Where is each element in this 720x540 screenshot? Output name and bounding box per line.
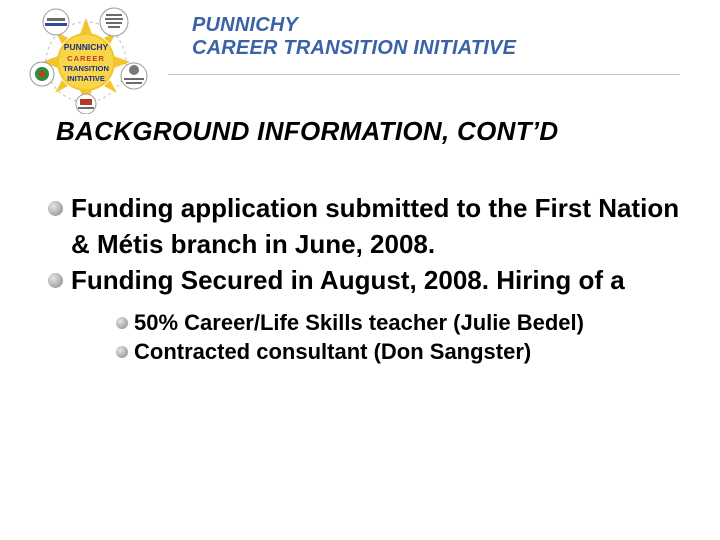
bullet-dot-icon	[48, 273, 63, 288]
sub-bullet-dot-icon	[116, 346, 128, 358]
bullet-dot-icon	[48, 201, 63, 216]
initiative-logo	[28, 4, 152, 114]
sub-bullet-item	[0, 337, 720, 366]
sub-bullet-item	[0, 308, 720, 337]
sub-bullet-dot-icon	[116, 317, 128, 329]
logo-line-3: TRANSITION	[63, 64, 109, 73]
bullet-item	[0, 190, 720, 262]
logo-line-1: PUNNICHY	[63, 42, 109, 52]
header-divider	[168, 74, 680, 75]
bullet-list	[0, 190, 720, 366]
logo-line-2: CAREER	[67, 54, 105, 63]
bullet-text: Funding Secured in August, 2008. Hiring of a	[71, 265, 625, 295]
bullet-item	[0, 262, 720, 298]
slide-title: BACKGROUND INFORMATION, CONT’D	[56, 116, 559, 146]
bullet-text: Funding application submitted to the First Nation & Métis branch in June, 2008.	[71, 193, 680, 259]
sub-bullet-text: 50% Career/Life Skills teacher (Julie Bedel)	[134, 310, 584, 335]
header-title	[192, 14, 516, 60]
logo-line-4: INITIATIVE	[67, 74, 105, 83]
header-title-line-2: CAREER TRANSITION INITIATIVE	[192, 37, 517, 59]
header-title-line-1: PUNNICHY	[192, 14, 299, 36]
sub-bullet-text: Contracted consultant (Don Sangster)	[134, 339, 532, 364]
